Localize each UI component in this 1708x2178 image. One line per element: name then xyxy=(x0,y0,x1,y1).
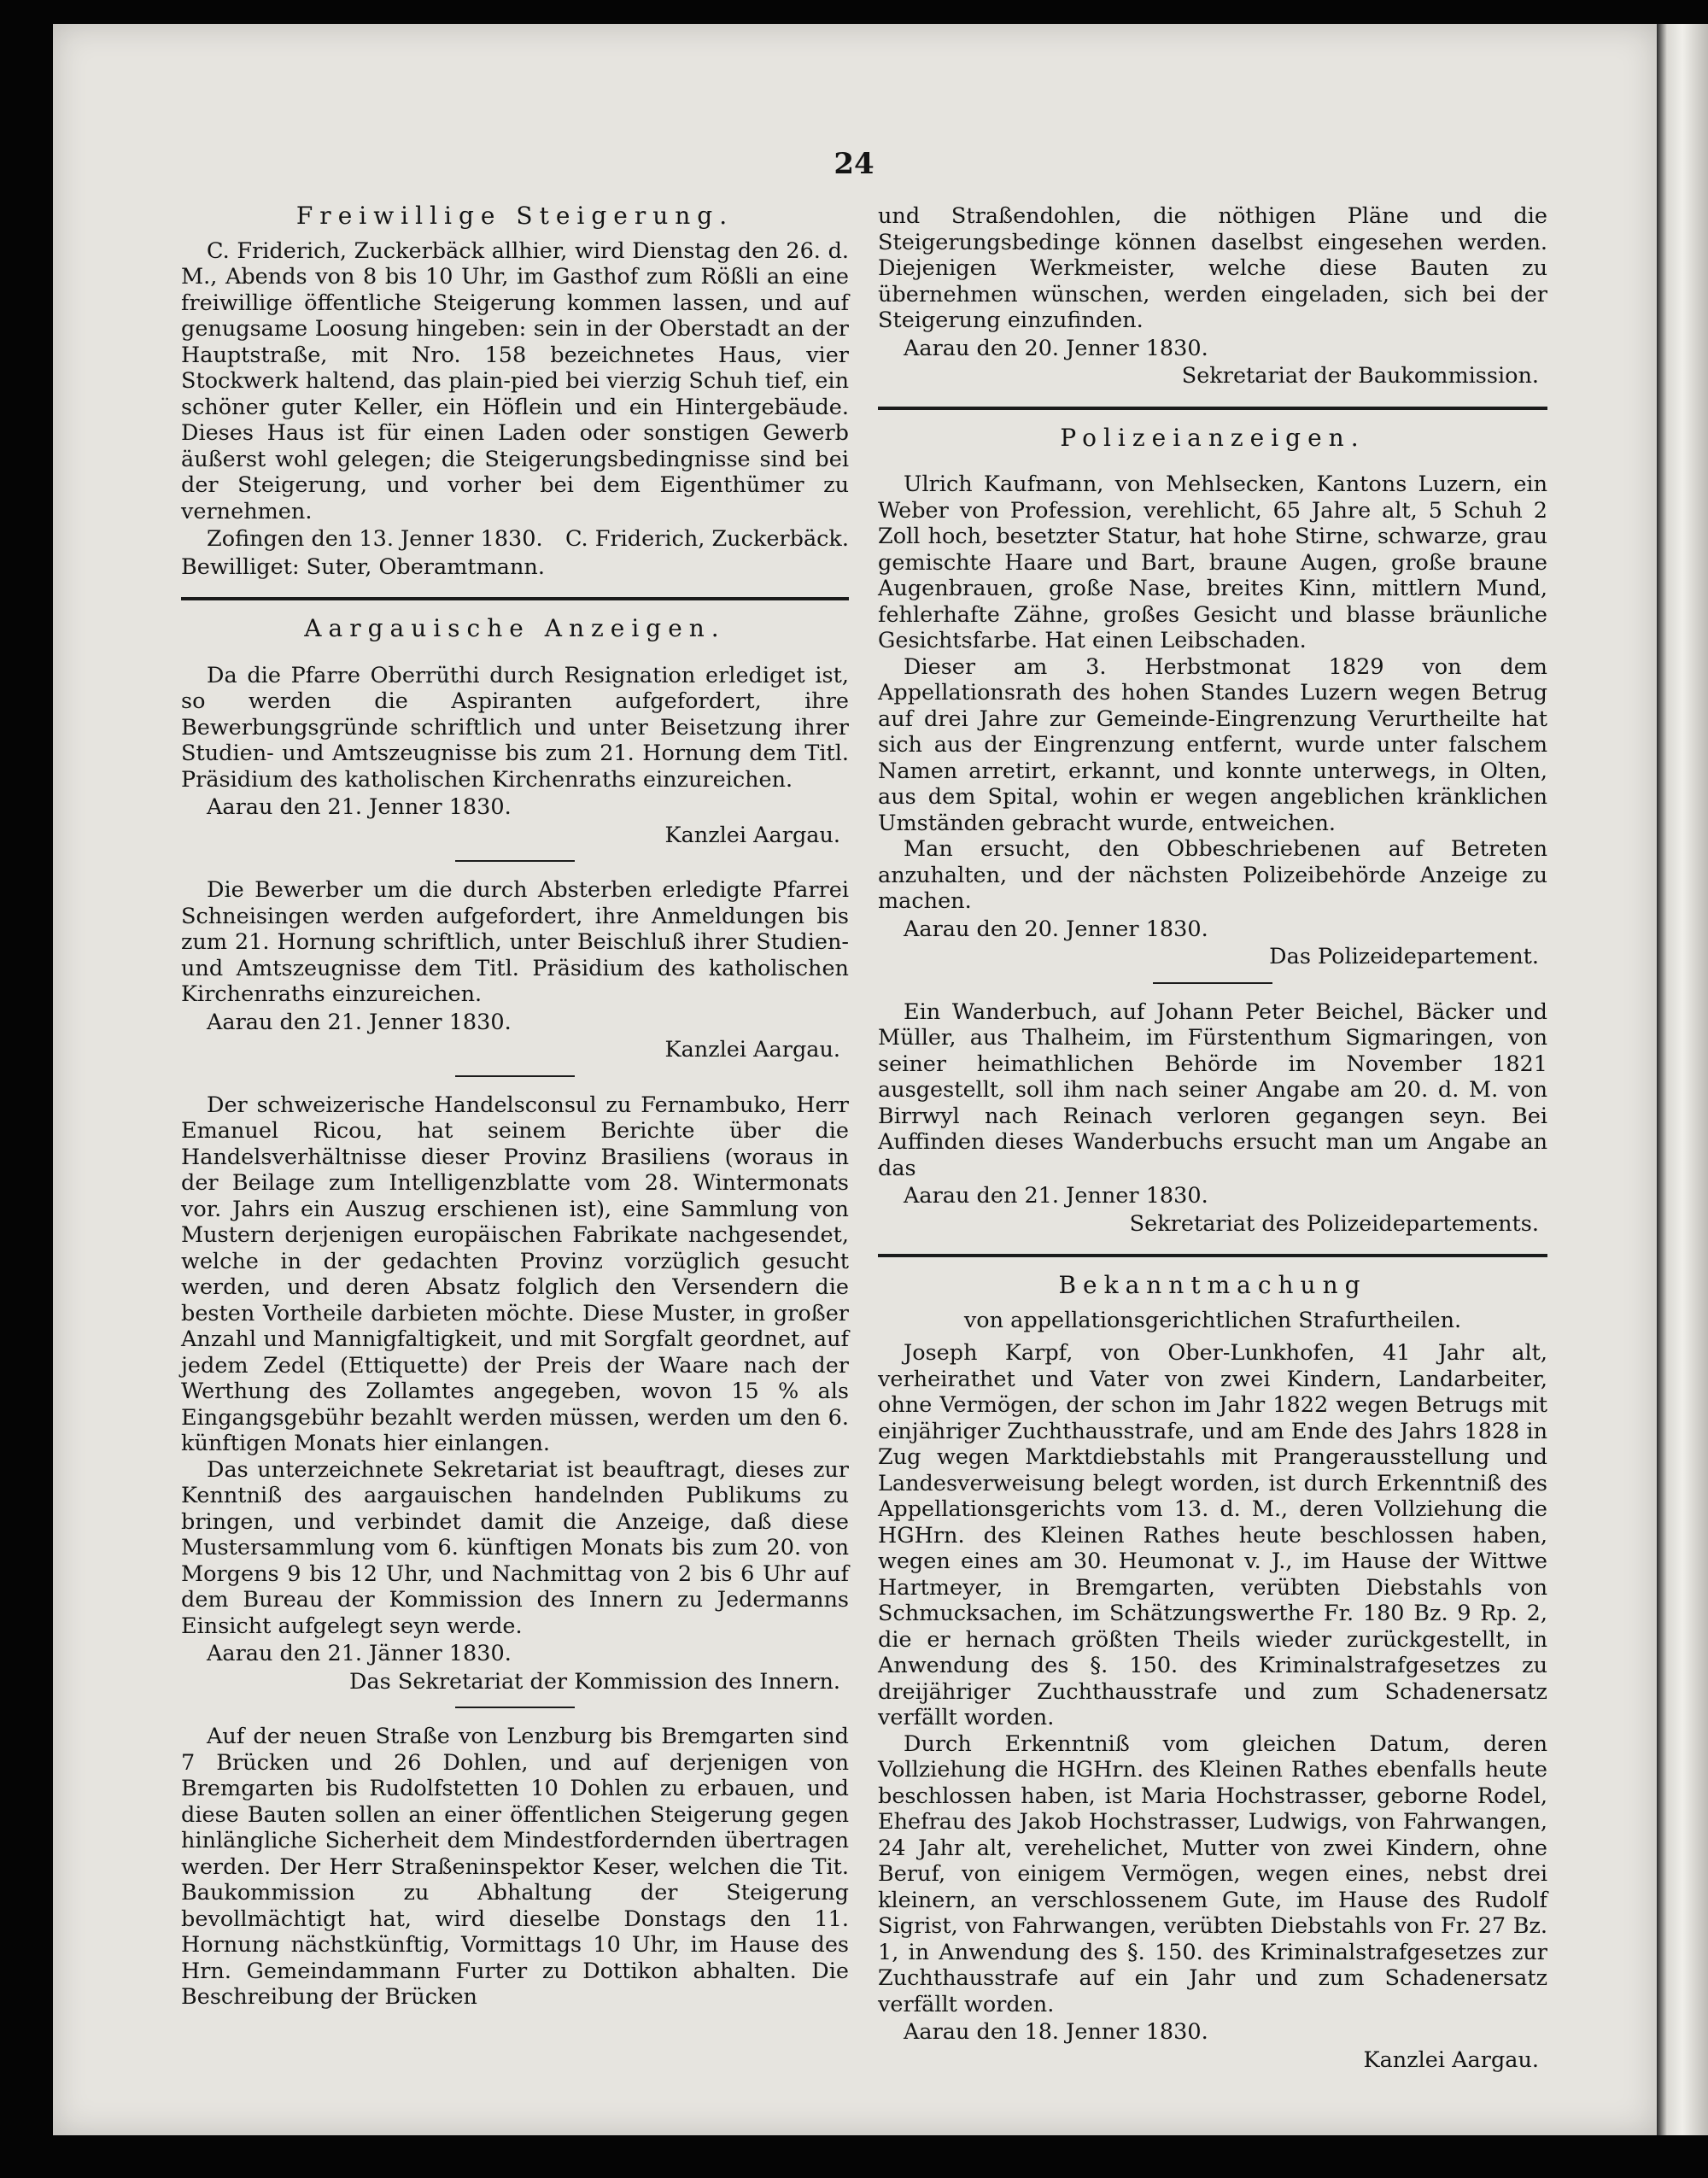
steigerung-body: C. Friderich, Zuckerbäck allhier, wird Dienstag den 26. d. M., Abends von 8 bis 10 Uhr, im Gasthof zum Rößli an eine freiwillige öffentliche Steigerung kommen lassen, und auf genugsame Loosung hingeben: sein in der Oberstadt an der Hauptstraße, mit Nro. 158 bezeichnetes Haus, vier Stockwerk haltend, das plain-pied bei vierzig Schuh tief, ein schöner guter Keller, ein Höflein und ein Hintergebäude. Dieses Haus ist für einen Laden oder sonstigen Gewerb äußerst wohl gelegen; die Steigerungsbedingnisse sind bei der Steigerung, und vorher bei dem Eigenthümer zu vernehmen. xyxy=(181,237,849,524)
notice-body: Ein Wanderbuch, auf Johann Peter Beichel, Bäcker und Müller, aus Thalheim, im Fürstenthum Sigmaringen, von seiner heimathlichen Behörde im November 1821 ausgestellt, soll ihm nach seiner Angabe am 20. d. M. von Birrwyl nach Reinach verloren gegangen seyn. Bei Auffinden dieses Wanderbuchs ersucht man um Angabe an das xyxy=(878,998,1547,1181)
steigerung-notice xyxy=(181,203,849,580)
notice-body: Man ersucht, den Obbeschriebenen auf Betreten anzuhalten, und der nächsten Polizeibehörde Anzeige zu machen. xyxy=(878,836,1547,914)
notice-date: Aarau den 21. Jänner 1830. xyxy=(207,1641,512,1666)
notice-body: Ulrich Kaufmann, von Mehlsecken, Kantons Luzern, ein Weber von Profession, verehlicht, 65 Jahre alt, 5 Schuh 2 Zoll hoch, besetzter Statur, hat hohe Stirne, schwarze, grau gemischte Haare und Bart, braune Augen, große braune Augenbrauen, große Nase, breites Kinn, mittlern Mund, fehlerhafte Zähne, großes Gesicht und blasse bräunliche Gesichtsfarbe. Hat einen Leibschaden. xyxy=(878,471,1547,653)
section-divider xyxy=(181,597,849,600)
handelsconsul-notice xyxy=(181,1092,849,1695)
notice-body: Joseph Karpf, von Ober-Lunkhofen, 41 Jahr alt, verheirathet und Vater von zwei Kindern, Landarbeiter, ohne Vermögen, der schon im Jahr 1822 wegen Betrugs mit einjähriger Zuchthausstrafe, und am Ende des Jahrs 1828 in Zug wegen Marktdiebstahls mit Prangerausstellung und Landesverweisung belegt worden, ist durch Erkenntniß des Appellationsgerichts vom 13. d. M., deren Vollziehung die HGHrn. des Kleinen Rathes heute beschlossen haben, wegen eines am 30. Heumonat v. J., im Hause der Wittwe Hartmeyer, in Bremgarten, verübten Diebstahls von Schmucksachen, im Schätzungswerthe Fr. 180 Bz. 9 Rp. 2, die er hernach größten Theils wieder zurückgestellt, in Anwendung des §. 150. des Kriminalstrafgesetzes zu dreijähriger Zuchthausstrafe und zum Schadenersatz verfällt worden. xyxy=(878,1340,1547,1730)
scan-border-top xyxy=(0,0,1708,24)
page-number: 24 xyxy=(834,147,874,181)
notice-signature: Sekretariat der Baukommission. xyxy=(1181,363,1539,389)
notice-date: Aarau den 21. Jenner 1830. xyxy=(904,1183,1208,1209)
notice-body: Durch Erkenntniß vom gleichen Datum, deren Vollziehung die HGHrn. des Kleinen Rathes ebenfalls heute beschlossen haben, ist Maria Hochstrasser, geborne Rodel, Ehefrau des Jakob Hochstrasser, Ludwigs, von Fahrwangen, 24 Jahr alt, verehelichet, Mutter von zwei Kindern, ohne Beruf, von einigem Vermögen, wegen eines, nebst drei kleinern, an verschlossenem Gute, im Hause des Rudolf Sigrist, von Fahrwangen, verübten Diebstahls von Fr. 27 Bz. 1, in Anwendung des §. 150. des Kriminalstrafgesetzes zur Zuchthausstrafe auf ein Jahr und zum Schadenersatz verfällt worden. xyxy=(878,1730,1547,2017)
pfarre-oberruethi-notice xyxy=(181,663,849,849)
notice-signature: Kanzlei Aargau. xyxy=(1363,2046,1539,2073)
scan-border-bottom xyxy=(0,2135,1708,2178)
notice-signature: Das Polizeidepartement. xyxy=(1269,944,1539,969)
notice-date: Aarau den 21. Jenner 1830. xyxy=(207,794,512,820)
steigerung-date: Zofingen den 13. Jenner 1830. xyxy=(207,526,543,552)
notice-body: Da die Pfarre Oberrüthi durch Resignation erlediget ist, so werden die Aspiranten aufgefordert, ihre Bewerbungsgründe schriftlich und unter Beisetzung ihrer Studien- und Amtszeugnisse bis zum 21. Hornung dem Titl. Präsidium des katholischen Kirchenraths einzureichen. xyxy=(181,662,849,793)
section-title-bekanntmachung: Bekanntmachung xyxy=(1058,1271,1367,1299)
notice-body: Das unterzeichnete Sekretariat ist beauftragt, dieses zur Kenntniß des aargauischen handelnden Publikums zu bringen, und verbindet damit die Anzeige, daß diese Mustersammlung vom 6. künftigen Monats bis zum 20. von Morgens 9 bis 12 Uhr, und Nachmittag von 2 bis 6 Uhr auf dem Bureau der Kommission des Innern zu Jedermanns Einsicht aufgelegt seyn werde. xyxy=(181,1456,849,1639)
notice-signature: Kanzlei Aargau. xyxy=(664,1037,840,1063)
notice-date: Aarau den 20. Jenner 1830. xyxy=(904,916,1208,942)
notice-signature: Das Sekretariat der Kommission des Innern. xyxy=(349,1668,840,1695)
strafurtheile-notice xyxy=(878,1340,1547,2073)
steigerung-approval: Bewilliget: Suter, Oberamtmann. xyxy=(181,553,545,580)
wanderbuch-notice xyxy=(878,999,1547,1238)
notice-divider xyxy=(1153,982,1272,984)
notice-body: Der schweizerische Handelsconsul zu Fernambuko, Herr Emanuel Ricou, hat seinem Berichte über die Handelsverhältnisse dieser Provinz Brasiliens (woraus in der Beilage zum Intelligenzblatte vom 28. Wintermonats vor. Jahrs ein Auszug erschienen ist), eine Sammlung von Mustern derjenigen europäischen Fabrikate nachgesendet, welche in der gedachten Provinz vorzüglich gesucht werden, und deren Absatz folglich den Versendern die besten Vortheile darbieten möchte. Diese Muster, in großer Anzahl und Mannigfaltigkeit, und mit Sorgfalt geordnet, auf jedem Zedel (Ettiquette) der Preis der Waare nach der Werthung des Zollamtes angegeben, wovon 15 % als Eingangsgebühr bezahlt werden müssen, werden um den 6. künftigen Monats hier einlangen. xyxy=(181,1092,849,1456)
notice-body: Dieser am 3. Herbstmonat 1829 von dem Appellationsrath des hohen Standes Luzern wegen Betrug auf drei Jahre zur Gemeinde-Eingrenzung Verurtheilte hat sich aus der Eingrenzung entfernt, wurde unter falschem Namen arretirt, erkannt, und konnte unterwegs, in Olten, aus dem Spital, wohin er wegen angeblichen kränklichen Umständen gebracht wurde, entweichen. xyxy=(878,653,1547,836)
section-title-polizei: Polizeianzeigen. xyxy=(1060,423,1366,452)
notice-body: Auf der neuen Straße von Lenzburg bis Bremgarten sind 7 Brücken und 26 Dohlen, und auf derjenigen von Bremgarten bis Rudolfstetten 10 Dohlen zu erbauen, und diese Bauten sollen an einer öffentlichen Steigerung gegen hinlängliche Sicherheit dem Mindestfordernden übertragen werden. Der Herr Straßeninspektor Keser, welchen die Tit. Baukommission zu Abhaltung der Steigerung bevollmächtigt hat, wird dieselbe Donstags den 11. Hornung nächstkünftig, Vormittags 10 Uhr, im Hause des Hrn. Gemeindammann Furter zu Dottikon abhalten. Die Beschreibung der Brücken xyxy=(181,1724,849,2010)
page-gutter xyxy=(1657,24,1708,2135)
notice-date: Aarau den 20. Jenner 1830. xyxy=(904,335,1208,361)
notice-date: Aarau den 18. Jenner 1830. xyxy=(904,2019,1208,2045)
notice-body: Die Bewerber um die durch Absterben erledigte Pfarrei Schneisingen werden aufgefordert, ihre Anmeldungen bis zum 21. Hornung schriftlich, unter Beischluß ihrer Studien- und Amtszeugnisse dem Titl. Präsidium des katholischen Kirchenraths einzureichen. xyxy=(181,877,849,1007)
strassenbau-continuation xyxy=(878,203,1547,389)
notice-body: und Straßendohlen, die nöthigen Pläne und die Steigerungsbedinge können daselbst eingesehen werden. Diejenigen Werkmeister, welche diese Bauten zu übernehmen wünschen, werden eingeladen, sich bei der Steigerung einzufinden. xyxy=(878,203,1547,333)
right-column xyxy=(878,203,1547,2073)
steigerung-dateline-row xyxy=(181,526,849,553)
notice-signature: Kanzlei Aargau. xyxy=(664,822,840,848)
section-divider xyxy=(878,1254,1547,1257)
steigerung-signature: C. Friderich, Zuckerbäck. xyxy=(564,526,849,552)
notice-date: Aarau den 21. Jenner 1830. xyxy=(207,1009,512,1035)
notice-divider xyxy=(455,860,575,862)
pfarrei-schneisingen-notice xyxy=(181,877,849,1063)
section-subtitle: von appellationsgerichtlichen Strafurtheilen. xyxy=(963,1307,1462,1333)
section-title-aargauische: Aargauische Anzeigen. xyxy=(304,614,726,642)
strassenbau-notice xyxy=(181,1724,849,2011)
notice-divider xyxy=(455,1075,575,1077)
notice-divider xyxy=(455,1707,575,1708)
notice-signature: Sekretariat des Polizeidepartements. xyxy=(1129,1210,1539,1237)
kaufmann-notice xyxy=(878,471,1547,970)
section-divider xyxy=(878,407,1547,410)
scan-border-left xyxy=(0,0,53,2178)
section-title-steigerung: Freiwillige Steigerung. xyxy=(295,202,734,230)
left-column xyxy=(181,203,849,2011)
